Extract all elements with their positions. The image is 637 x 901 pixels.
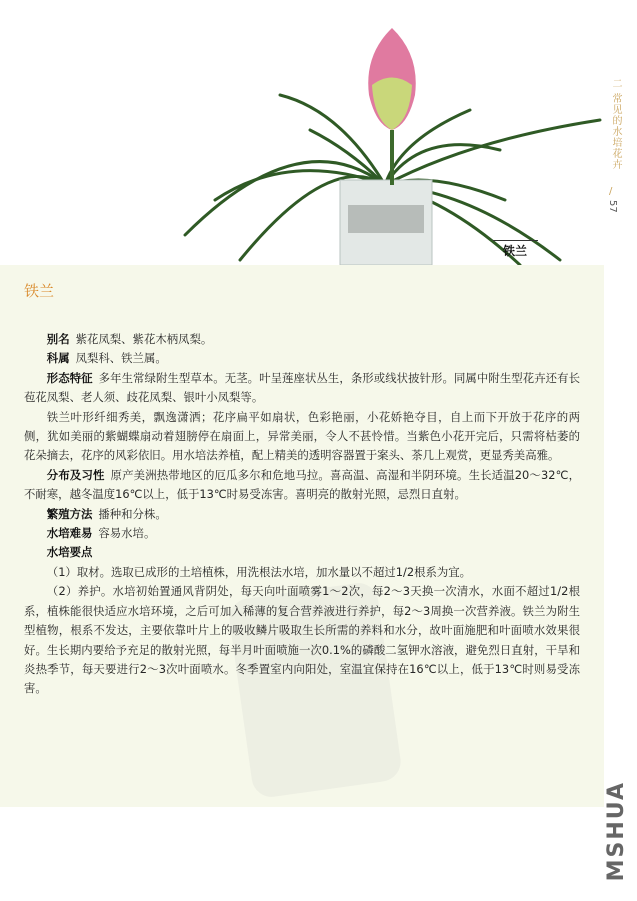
section-heading: 水培要点 (46, 545, 93, 560)
chapter-label: 二 常见的水培花卉 (610, 78, 621, 171)
page-number: 57 (607, 200, 618, 213)
page-title: 铁兰 (24, 282, 55, 300)
step-2: （2）养护。水培初始置通风背阴处，每天向叶面喷雾1～2次，每2～3天换一次清水，水面不超过1/2根系，植株能很快适应水培环境，之后可加入稀薄的复合营养液进行养护，每2～3周换一次营养液。铁兰为附生型植物，根系不发达，主要依靠叶片上的吸收鳞片吸取生长所需的养料和水分，故叶面施肥和叶面喷水效果很好。生长期内要给予充足的散射光照，每半月叶面喷施一次0.1%的磷酸二氢钾水溶液，避免烈日直射，干旱和炎热季节，每天要进行2～3次叶面喷水。冬季置室内向阳处，室温宜保持在16℃以上，低于13℃时则易受冻害。 (24, 584, 580, 696)
entry-alias: 别名 紫花凤梨、紫花木柄凤梨。 (46, 332, 213, 346)
caption-line (493, 240, 538, 241)
tillandsia-illustration (0, 0, 637, 265)
page-slash: / (609, 186, 613, 197)
corner-watermark: MSHUA (604, 780, 629, 881)
description-paragraph: 铁兰叶形纤细秀美，飘逸潇洒；花序扁平如扇状，色彩艳丽，小花娇艳夺目，自上而下开放于花序的两侧，犹如美丽的紫蝴蝶扇动着翅膀停在扇面上，异常美丽，令人不甚怜惜。当紫色小花开完后，只需将枯萎的花朵摘去，花序的风彩依旧。用水培法养植，配上精美的透明容器置于案头、茶几上观赏，更显秀美高雅。 (24, 409, 580, 463)
entry-family: 科属 凤梨科、铁兰属。 (46, 351, 167, 366)
entry-propagation: 繁殖方法 播种和分株。 (46, 506, 167, 521)
photo-caption: 铁兰 (503, 244, 528, 258)
step-1: （1）取材。选取已成形的土培植株，用洗根法水培，加水量以不超过1/2根系为宜。 (46, 564, 472, 579)
entry-distribution: 分布及习性 原产美洲热带地区的厄瓜多尔和危地马拉。喜高温、高湿和半阴环境。生长适温20～32℃，不耐寒，越冬温度16℃以上，低于13℃时易受冻害。喜明亮的散射光照，忌烈日直射。 (24, 467, 580, 502)
plant-photo (0, 0, 637, 265)
entry-morphology: 形态特征 多年生常绿附生型草本。无茎。叶呈莲座状丛生，条形或线状披针形。同属中附生型花卉还有长苞花凤梨、老人须、歧花凤梨、银叶小凤梨等。 (24, 370, 580, 405)
article-body (24, 330, 580, 699)
entry-difficulty: 水培难易 容易水培。 (46, 526, 156, 541)
